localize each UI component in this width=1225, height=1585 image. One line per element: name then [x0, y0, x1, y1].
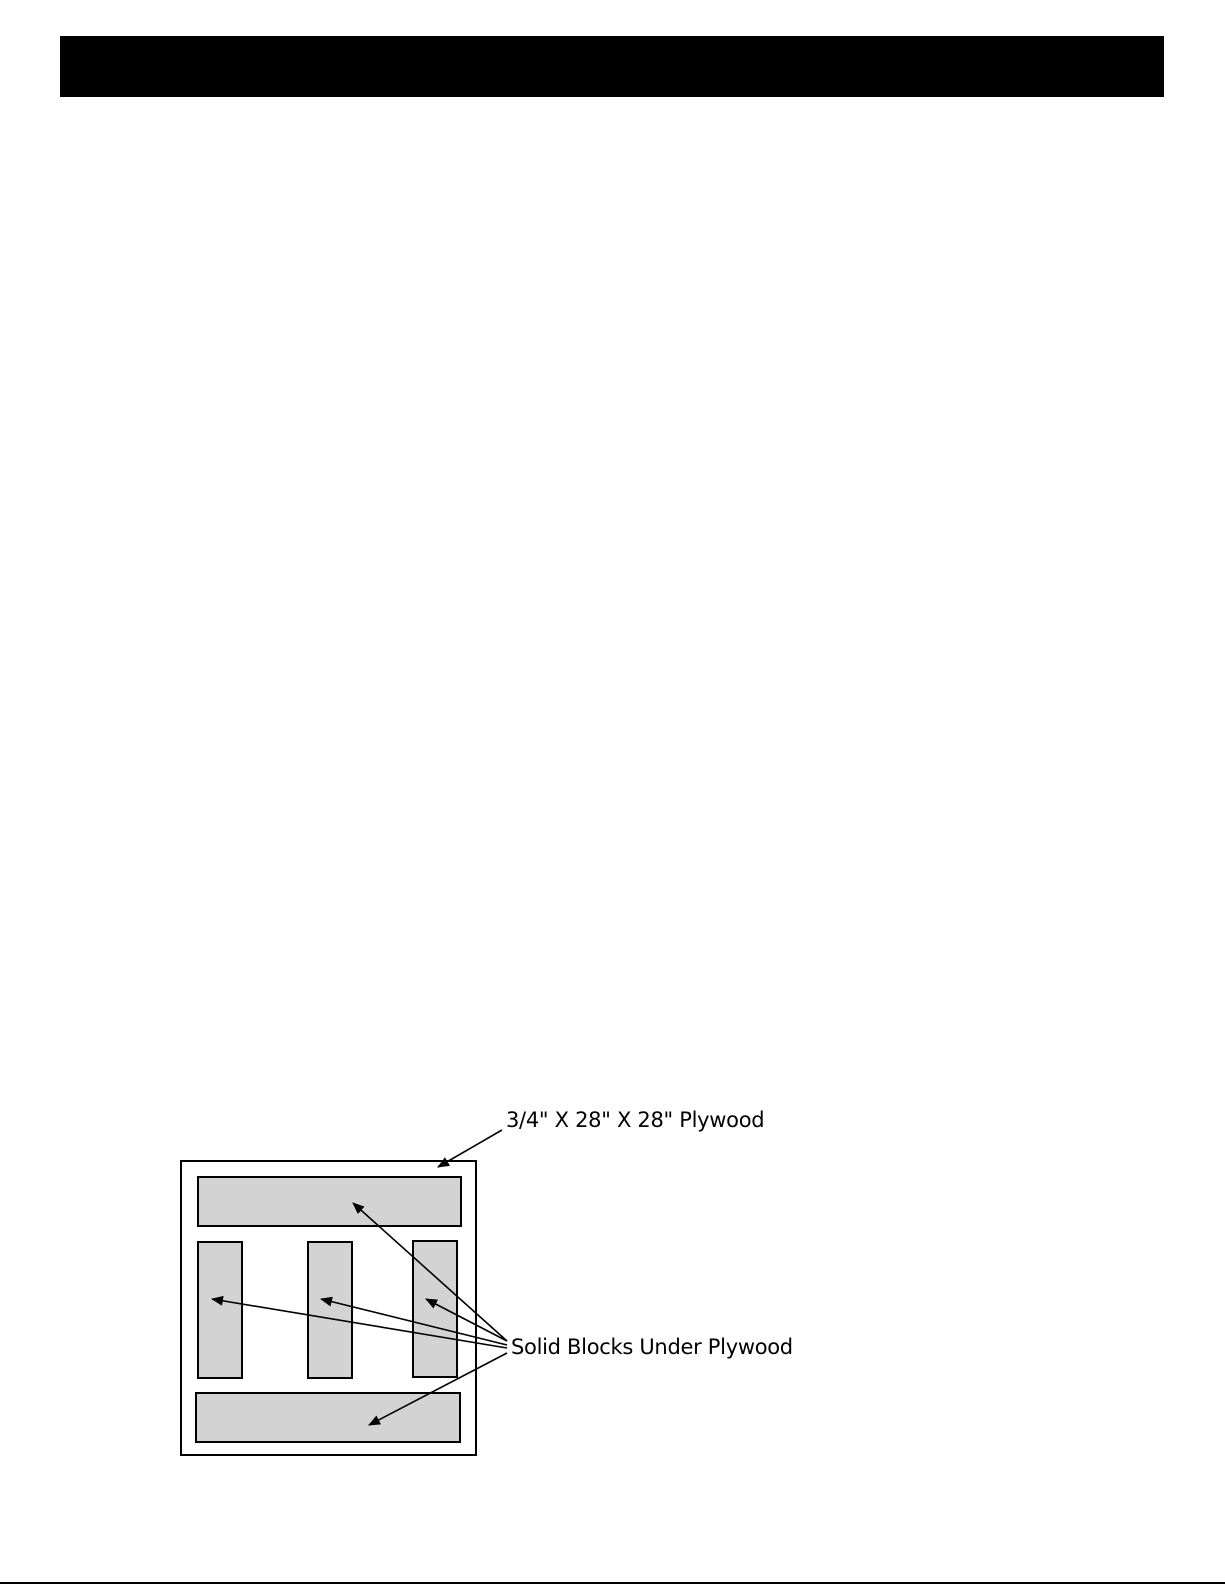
solid-block-top — [198, 1177, 461, 1226]
solid-block-bottom — [196, 1393, 460, 1442]
solid-block-left — [198, 1242, 242, 1378]
solid-block-middle — [308, 1242, 352, 1378]
plywood-label: 3/4" X 28" X 28" Plywood — [506, 1108, 765, 1132]
footer-rule — [0, 1582, 1225, 1584]
solid-block-right — [413, 1241, 457, 1377]
solid-blocks-label: Solid Blocks Under Plywood — [511, 1335, 793, 1359]
